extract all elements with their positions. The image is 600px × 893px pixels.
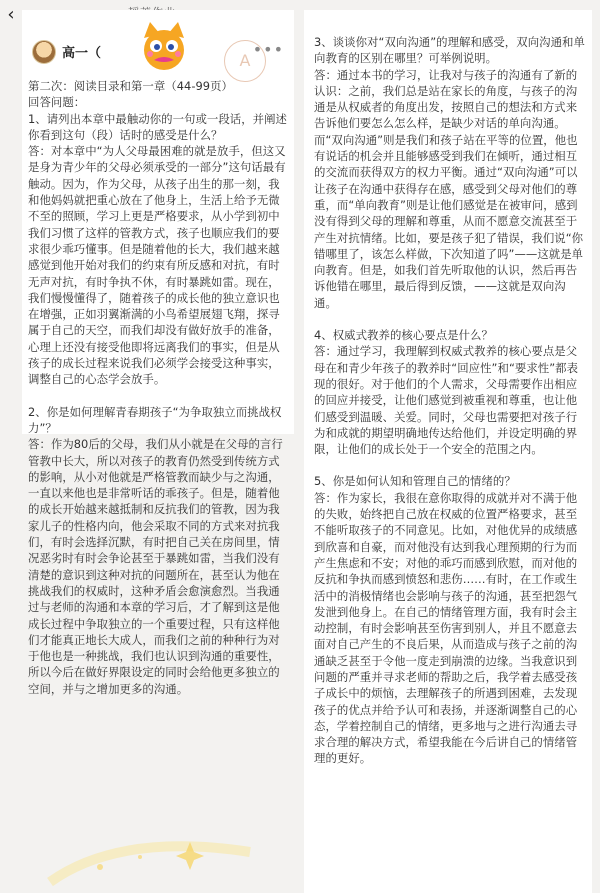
question-1: 1、请列出本章中最触动你的一句或一段话，并阐述你看到这句（段）话时的感受是什么？ xyxy=(28,111,287,142)
question-5: 5、你是如何认知和管理自己的情绪的？ xyxy=(314,474,516,489)
question-3: 3、谈谈你对“双向沟通”的理解和感受，双向沟通和单向教育的区别在哪里？可举例说明。 xyxy=(314,35,585,66)
post-body-right xyxy=(314,34,586,767)
post-card-right xyxy=(304,10,592,893)
post-body-left xyxy=(28,78,290,697)
back-button[interactable]: ‹ xyxy=(7,4,15,25)
author-name[interactable]: 高一（ xyxy=(62,46,102,61)
cat-face-sticker-icon xyxy=(136,20,192,76)
post-header xyxy=(28,38,290,70)
answer-3: 答：通过本书的学习，让我对与孩子的沟通有了新的认识：之前，我们总是站在家长的角度，与孩子的沟通是从权威者的角度出发，按照自己的想法和方式来告诉他们要怎么怎么样，是缺少对话的单向沟通。而“双向沟通”则是我们和孩子站在平等的位置，他也有说话的机会并且能够感受到我们在倾听，通过相互的交流而获得双方的权力平衡。通过“双向沟通”可以让孩子在沟通中获得存在感，感受到父母对他们的尊重，而“单向教育”则是让他们感觉是在被审问，感到没有得到父母的理解和尊重，从而不愿意交流甚至于产生对抗情绪。比如，要是孩子犯了错误，我们说“你错哪里了，该怎么样做，下次知道了吗”——这就是单向教育。但是，如我们首先听取他的认识，然后再告诉他错在哪里，最后得到反馈，——这就是双向沟通。 xyxy=(314,67,584,310)
question-4: 4、权威式教养的核心要点是什么？ xyxy=(314,328,493,343)
more-options-icon[interactable]: ••• xyxy=(252,40,284,59)
sparkle-decoration-icon xyxy=(40,822,260,892)
post-card-left xyxy=(22,10,294,696)
answer-2: 答：作为80后的父母，我们从小就是在父母的言行管教中长大，所以对孩子的教育仍然受到传统方式的影响，从小对他就是严格管教而缺少与之沟通，一直以来他也是非常听话的乖孩子。但是，随着他的成长开始越来越抵制和反抗我们的管教，因为我家儿子的性格内向，他会采取不同的方式来对抗我们，有时会选择沉默，有时把自己关在房间里，情况恶劣时有时会争论甚至于暴跳如雷，当我们没有清楚的意识到这种对抗的问题所在，甚至认为他在挑战我们的权威时，这种矛盾会愈演愈烈。当我通过与老师的沟通和本章的学习后，才了解到这是他成长过程中争取独立的一个重要过程，只有这样他们才能真正地长大成人，而我们之前的种种行为对于他也是一种挑战，我们也认识到沟通的重要性，所以今后在做好界限设定的同时会给他更多独立的空间，并与之增加更多的沟通。 xyxy=(28,437,283,696)
section-title: 第二次：阅读目录和第一章（44-99页） xyxy=(28,79,233,93)
answer-4: 答：通过学习，我理解到权威式教养的核心要点是父母在和青少年孩子的教养时“回应性”和“要求性”都表现的很好。对于他们的个人需求，父母需要作出相应的回应并接受，让他们感觉到被重视和尊重，也让他们感受到温暖、关爱。同时，父母也需要把对孩子行为和成就的期望明确地传达给他们，并设定明确的界限，让他们的成长处于一个安全的范围之内。 xyxy=(314,344,579,457)
answer-5: 答：作为家长，我很在意你取得的成就并对不满于他的失败，始终把自己放在权威的位置严格要求，甚至不能听取孩子的不同意见。比如，对他优异的成绩感到欣喜和自豪，而对他没有达到我心理预期的行为而产生焦虑和不安；对他的乖巧而感到欣慰，而对他的反抗和争执而感到愤怒和悲伤……有时，在工作或生活中的消极情绪也会影响与孩子的沟通，甚至把怨气发泄到他身上。在自己的情绪管理方面，我有时会主动控制，有时会影响甚至伤害到别人，并且不愿意去面对自己产生的不良后果，从而造成与孩子之前的沟通缺乏甚至于令他一度走到崩溃的边缘。当我意识到问题的严重并寻求老师的帮助之后，我学着去感受孩子成长中的烦恼，去理解孩子的所遇到困难，去发现孩子的优点并给予认可和表扬，并逐渐调整自己的心态，学着控制自己的情绪，更多地与之进行沟通去寻求合理的解决方式，希望我能在今后讲自己的情绪管理的更好。 xyxy=(314,490,578,766)
seal-stamp-icon: A xyxy=(224,40,266,82)
question-2: 2、你是如何理解青春期孩子“为争取独立而挑战权力”？ xyxy=(28,404,282,435)
answer-1: 答：对本章中“为人父母最困难的就是放手，但这又是身为青少年的父母必须承受的一部分”这句话最有触动。因为，作为父母，从孩子出生的那一刻，我和他妈妈就把重心放在了他身上，生活上给予无微不至的照顾，学习上更是严格要求，从小学到初中我们习惯了这样的管教方式，孩子也顺应我们的要求很少乖巧懂事。但是随着他的长大，我们越来越感觉到他开始对我们的约束有所反感和对抗，有时无声对抗，有时争执不休，有时暴跳如雷。现在，我们慢慢懂得了，随着孩子的成长他的独立意识也在增强，正如羽翼渐满的小鸟希望展翅飞翔，探寻属于自己的天空，而我们却没有做好放手的准备，心理上还没有接受他即将远离我们的事实，但是从孩子的成长过程来说我们必须学会接受这种事实，调整自己的心态学会放手。 xyxy=(28,144,286,387)
section-subtitle: 回答问题： xyxy=(28,95,86,110)
avatar[interactable] xyxy=(32,40,56,64)
